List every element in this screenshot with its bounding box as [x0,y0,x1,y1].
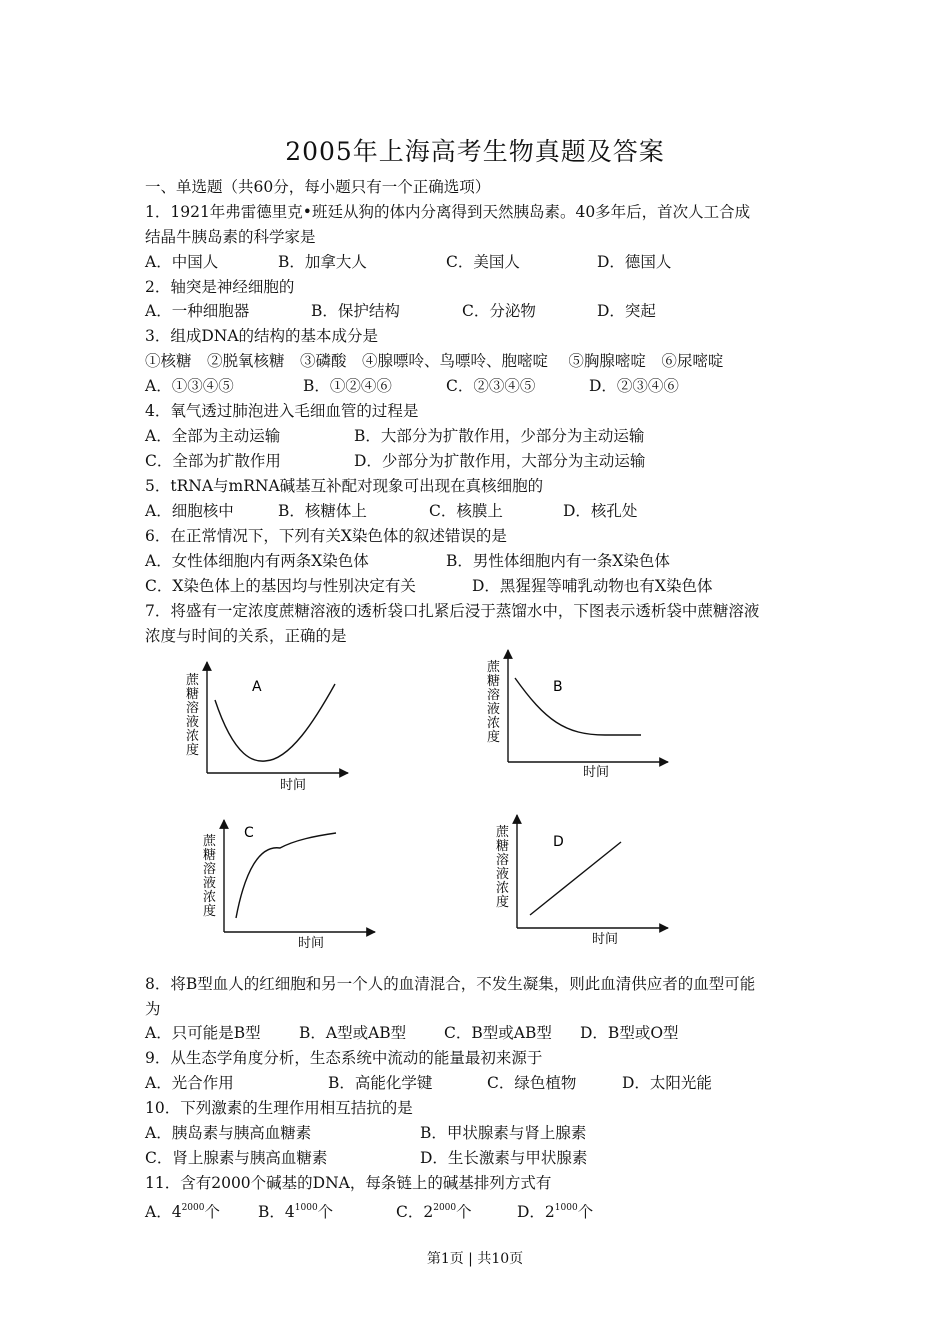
q3-option-b: B．①②④⑥ [303,377,392,395]
q2-option-b: B．保护结构 [311,302,400,320]
question-3-items: ①核糖 ②脱氧核糖 ③磷酸 ④腺嘌呤、鸟嘌呤、胞嘧啶 ⑤胸腺嘧啶 ⑥尿嘧啶 [145,352,724,370]
q11-option-a: A．$4^{2000}$个 [145,1203,220,1221]
q2-option-c: C．分泌物 [462,302,536,320]
svg-text:糖: 糖 [487,674,501,689]
q8-option-c: C．B型或AB型 [444,1024,552,1042]
svg-text:溶: 溶 [203,862,217,877]
q5-option-c: C．核膜上 [429,502,503,520]
question-10-stem: 10．下列激素的生理作用相互拮抗的是 [145,1099,413,1117]
q8-option-d: D．B型或O型 [580,1024,679,1042]
svg-text:蔗: 蔗 [203,834,217,849]
graph-b [487,650,668,780]
svg-text:度: 度 [186,743,200,758]
q1-option-c: C．美国人 [446,253,520,271]
question-4-stem: 4．氧气透过肺泡进入毛细血管的过程是 [145,402,419,420]
svg-text:溶: 溶 [186,701,200,716]
q1-option-d: D．德国人 [597,253,672,271]
svg-text:蔗: 蔗 [186,673,200,688]
graph-b-x-label: 时间 [583,765,610,780]
page-footer: 第1页 | 共10页 [426,1251,524,1267]
q6-option-a: A．女性体细胞内有两条X染色体 [145,552,369,570]
svg-text:液: 液 [487,702,501,717]
q4-option-b: B．大部分为扩散作用，少部分为主动运输 [354,427,645,445]
graph-d-label: D [553,834,564,850]
svg-text:糖: 糖 [496,839,510,854]
q1-option-b: B．加拿大人 [278,253,367,271]
graph-b-curve [515,678,641,735]
svg-text:度: 度 [496,895,510,910]
svg-text:浓: 浓 [487,716,501,731]
svg-text:蔗: 蔗 [496,825,510,840]
q6-option-d: D．黑猩猩等哺乳动物也有X染色体 [472,577,713,595]
svg-text:溶: 溶 [496,853,510,868]
question-6-stem: 6．在正常情况下，下列有关X染色体的叙述错误的是 [145,527,507,545]
q9-option-d: D．太阳光能 [622,1074,712,1092]
graph-c-curve [236,833,336,918]
q3-option-c: C．②③④⑤ [446,377,536,395]
page-title: 2005年上海高考生物真题及答案 [285,137,665,166]
graph-a [186,662,348,793]
svg-text:糖: 糖 [186,687,200,702]
q9-option-b: B．高能化学键 [328,1074,433,1092]
svg-text:蔗: 蔗 [487,660,501,675]
q5-option-b: B．核糖体上 [278,502,367,520]
svg-text:糖: 糖 [203,848,217,863]
q4-option-a: A．全部为主动运输 [145,427,281,445]
q4-option-d: D．少部分为扩散作用，大部分为主动运输 [354,452,646,470]
question-3-stem: 3．组成DNA的结构的基本成分是 [145,327,379,345]
graph-b-label: B [553,679,563,695]
q10-option-a: A．胰岛素与胰高血糖素 [145,1124,312,1142]
graph-a-label: A [252,679,262,695]
q5-option-d: D．核孔处 [563,502,638,520]
q10-option-c: C．肾上腺素与胰高血糖素 [145,1149,328,1167]
question-8-stem: 8．将B型血人的红细胞和另一个人的血清混合，不发生凝集，则此血清供应者的血型可能 [145,975,756,993]
graph-c-x-label: 时间 [298,936,325,951]
svg-text:液: 液 [186,715,200,730]
question-5-stem: 5．tRNA与mRNA碱基互补配对现象可出现在真核细胞的 [145,477,544,495]
question-9-stem: 9．从生态学角度分析，生态系统中流动的能量最初来源于 [145,1049,543,1067]
graph-c [203,820,375,951]
svg-text:浓: 浓 [186,729,200,744]
graph-d-x-label: 时间 [592,932,619,947]
svg-text:液: 液 [203,876,217,891]
q6-option-b: B．男性体细胞内有一条X染色体 [446,552,670,570]
question-8-stem-cont: 为 [145,1000,161,1018]
q1-option-a: A．中国人 [145,253,219,271]
q8-option-b: B．A型或AB型 [299,1024,407,1042]
question-1-stem-cont: 结晶牛胰岛素的科学家是 [145,228,316,246]
graph-a-curve [215,684,335,761]
q2-option-a: A．一种细胞器 [145,302,250,320]
svg-text:溶: 溶 [487,688,501,703]
question-11-stem: 11．含有2000个碱基的DNA，每条链上的碱基排列方式有 [145,1174,552,1192]
q6-option-c: C．X染色体上的基因均与性别决定有关 [145,577,416,595]
svg-text:度: 度 [487,730,501,745]
q11-option-d: D．$2^{1000}$个 [517,1203,594,1221]
q4-option-c: C．全部为扩散作用 [145,452,281,470]
graph-c-label: C [244,825,254,841]
svg-text:度: 度 [203,904,217,919]
q11-option-c: C．$2^{2000}$个 [396,1203,472,1221]
question-1-stem: 1．1921年弗雷德里克•班廷从狗的体内分离得到天然胰岛素。40多年后，首次人工合成 [145,203,751,221]
question-2-stem: 2．轴突是神经细胞的 [145,278,295,296]
q9-option-a: A．光合作用 [145,1074,234,1092]
graph-b-y-label [487,659,501,745]
q3-option-d: D．②③④⑥ [589,377,679,395]
q3-option-a: A．①③④⑤ [145,377,234,395]
q8-option-a: A．只可能是B型 [145,1024,261,1042]
section-heading: 一、单选题（共60分，每小题只有一个正确选项） [145,178,491,196]
question-7-stem-cont: 浓度与时间的关系，正确的是 [145,627,347,645]
svg-text:浓: 浓 [496,881,510,896]
graph-a-y-label [186,672,200,758]
svg-text:浓: 浓 [203,890,217,905]
q5-option-a: A．细胞核中 [145,502,234,520]
q10-option-d: D．生长激素与甲状腺素 [420,1149,588,1167]
graph-c-y-label [203,833,217,919]
svg-text:液: 液 [496,867,510,882]
q10-option-b: B．甲状腺素与肾上腺素 [420,1124,587,1142]
question-7-stem: 7．将盛有一定浓度蔗糖溶液的透析袋口扎紧后浸于蒸馏水中，下图表示透析袋中蔗糖溶液 [145,602,760,620]
graph-d [496,815,668,947]
q11-option-b: B．$4^{1000}$个 [258,1203,334,1221]
graph-d-y-label [496,824,510,910]
graph-a-x-label: 时间 [280,778,307,793]
graph-d-line [530,842,621,915]
q2-option-d: D．突起 [597,302,656,320]
q9-option-c: C．绿色植物 [487,1074,577,1092]
